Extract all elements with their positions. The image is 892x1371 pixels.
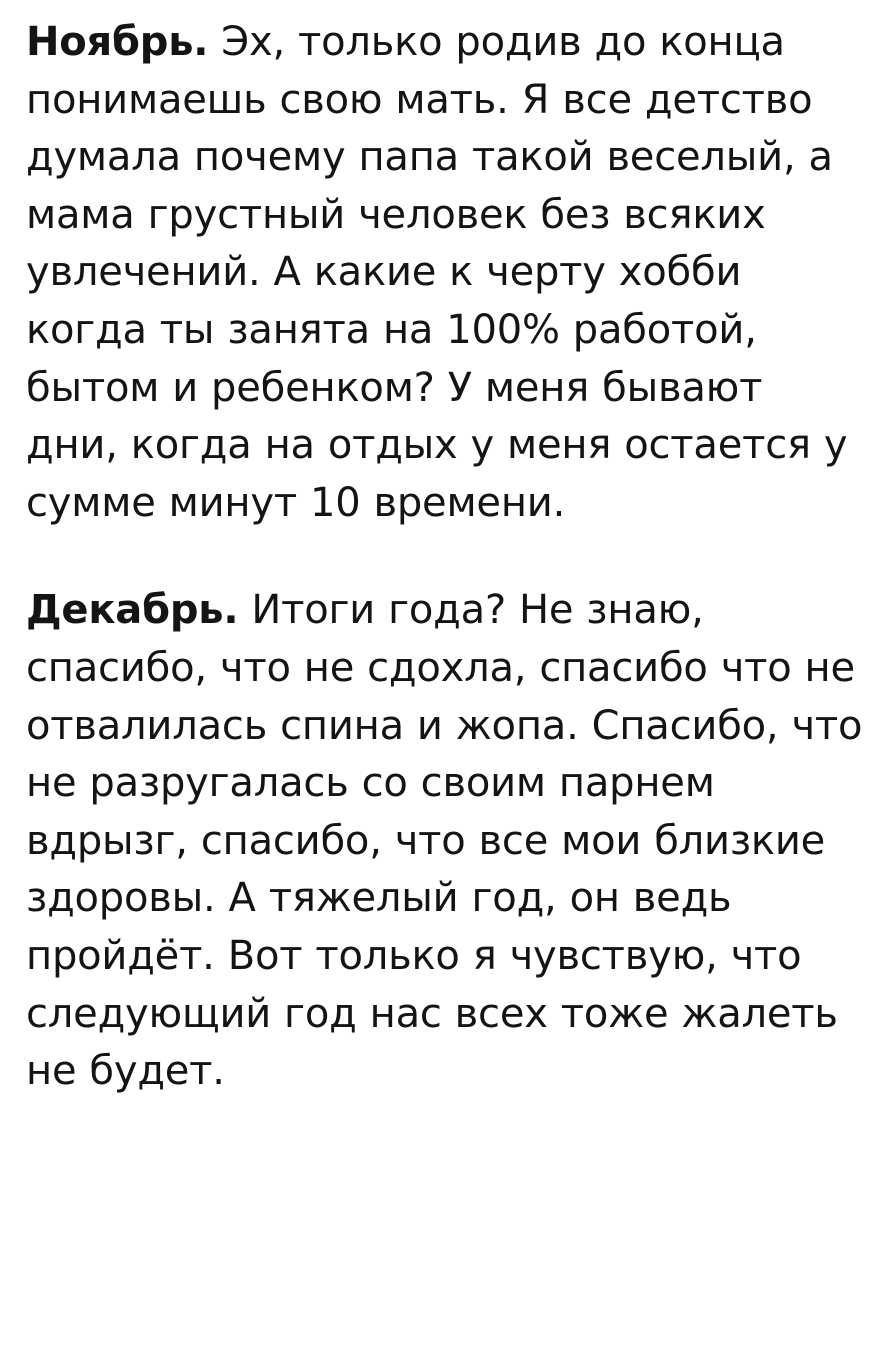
- paragraph-november: [26, 14, 866, 532]
- month-label-november: Ноябрь.: [26, 19, 209, 65]
- month-label-december: Декабрь.: [26, 587, 239, 634]
- paragraph-december-text: Итоги года? Не знаю, спасибо, что не сдохла, спасибо что не отвалилась спина и жопа. Спасибо, что не разругалась со своим парнем вдрызг, спасибо, что все мои близкие здоровы. А тяжелый год, он ведь пройдёт. Вот только я чувствую, что следующий год нас всех тоже жалеть не будет.: [26, 587, 863, 1095]
- paragraph-december: [26, 582, 866, 1100]
- paragraph-november-text: Эх, только родив до конца понимаешь свою мать. Я все детство думала почему папа такой веселый, а мама грустный человек без всяких увлечений. А какие к черту хобби когда ты занята на 100% работой, бытом и ребенком? У меня бывают дни, когда на отдых у меня остается у сумме минут 10 времени.: [26, 19, 848, 526]
